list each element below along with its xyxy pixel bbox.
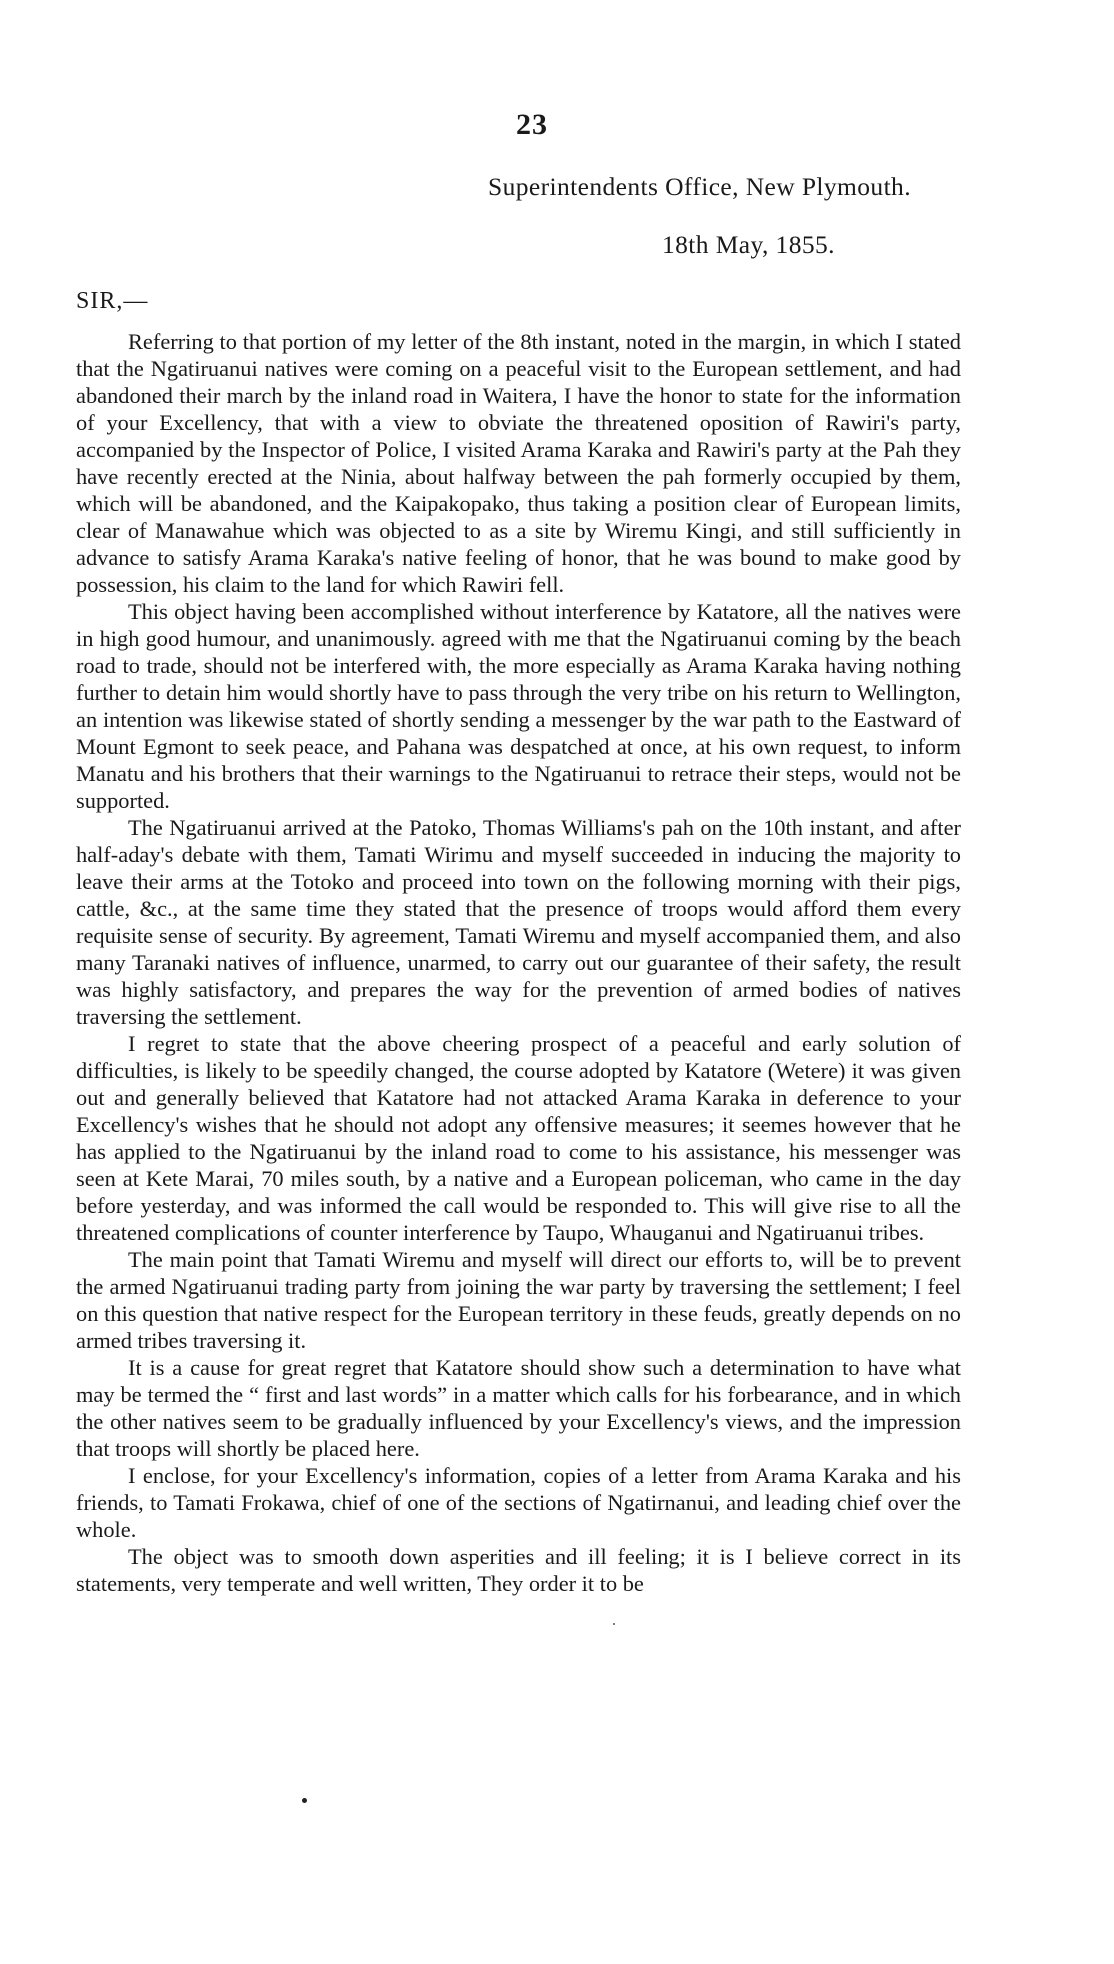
paragraph: Referring to that portion of my letter of the 8th instant, noted in the margin, in which I stated that the Ngatiruanui natives were coming on a peaceful visit to the European settlement, and had abandoned their march by the inland road in Waitera, I have the honor to state for the information of your Excellency, that with a view to obviate the threatened oposition of Rawiri's party, accompanied by the Inspector of Police, I visited Arama Karaka and Rawiri's party at the Pah they have recently erected at the Ninia, about halfway between the pah formerly occupied by them, which will be abandoned, and the Kaipakopako, thus taking a position clear of European limits, clear of Manawahue which was objected to as a site by Wiremu Kingi, and still sufficiently in advance to satisfy Arama Karaka's native feeling of honor, that he was bound to make good by possession, his claim to the land for which Rawiri fell. xyxy=(76,329,961,597)
letter-date: 18th May, 1855. xyxy=(662,230,835,259)
paragraph: The Ngatiruanui arrived at the Patoko, Thomas Williams's pah on the 10th instant, and after half-aday's debate with them, Tamati Wirimu and myself succeeded in inducing the majority to leave their arms at the Totoko and proceed into town on the following morning with their pigs, cattle, &c., at the same time they stated that the presence of troops would afford them every requisite sense of security. By agreement, Tamati Wiremu and myself accompanied them, and also many Taranaki natives of influence, unarmed, to carry out our guarantee of their safety, the result was highly satisfactory, and prepares the way for the prevention of armed bodies of natives traversing the settlement. xyxy=(76,815,961,1029)
paragraph: The object was to smooth down asperities and ill feeling; it is I believe correct in its statements, very temperate and well written, They order it to be xyxy=(76,1544,961,1596)
page-number: 23 xyxy=(516,108,548,141)
paragraph: I enclose, for your Excellency's information, copies of a letter from Arama Karaka and his friends, to Tamati Frokawa, chief of one of the sections of Ngatirnanui, and leading chief over the whole. xyxy=(76,1463,961,1542)
paragraph: I regret to state that the above cheering prospect of a peaceful and early solution of difficulties, is likely to be speedily changed, the course adopted by Katatore (Wetere) it was given out and generally believed that Katatore had not attacked Arama Karaka in deference to your Excellency's wishes that he should not adopt any offensive measures; it seemes however that he has applied to the Ngatiruanui by the inland road to come to his assistance, his messenger was seen at Kete Marai, 70 miles south, by a native and a European policeman, who came in the day before yesterday, and was informed the call would be responded to. This will give rise to all the threatened complications of counter interference by Taupo, Whauganui and Ngatiruanui tribes. xyxy=(76,1031,961,1245)
paragraph: This object having been accomplished without interference by Katatore, all the natives were in high good humour, and unanimously. agreed with me that the Ngatiruanui coming by the beach road to trade, should not be interfered with, the more especially as Arama Karaka having nothing further to detain him would shortly have to pass through the very tribe on his return to Wellington, an intention was likewise stated of shortly sending a messenger by the war path to the Eastward of Mount Egmont to seek peace, and Pahana was despatched at once, at his own request, to inform Manatu and his brothers that their warnings to the Ngatiruanui to retrace their steps, would not be supported. xyxy=(76,599,961,813)
letter-body xyxy=(76,328,961,1597)
letter-origin: Superintendents Office, New Plymouth. xyxy=(488,172,911,201)
print-mark xyxy=(302,1798,307,1803)
paragraph: The main point that Tamati Wiremu and myself will direct our efforts to, will be to prevent the armed Ngatiruanui trading party from joining the war party by traversing the settlement; I feel on this question that native respect for the European territory in these feuds, greatly depends on no armed tribes traversing it. xyxy=(76,1247,961,1353)
salutation: SIR,— xyxy=(76,288,149,314)
print-speck xyxy=(613,1623,615,1625)
paragraph: It is a cause for great regret that Katatore should show such a determination to have what may be termed the “ first and last words” in a matter which calls for his forbearance, and in which the other natives seem to be gradually influenced by your Excellency's views, and the impression that troops will shortly be placed here. xyxy=(76,1355,961,1461)
